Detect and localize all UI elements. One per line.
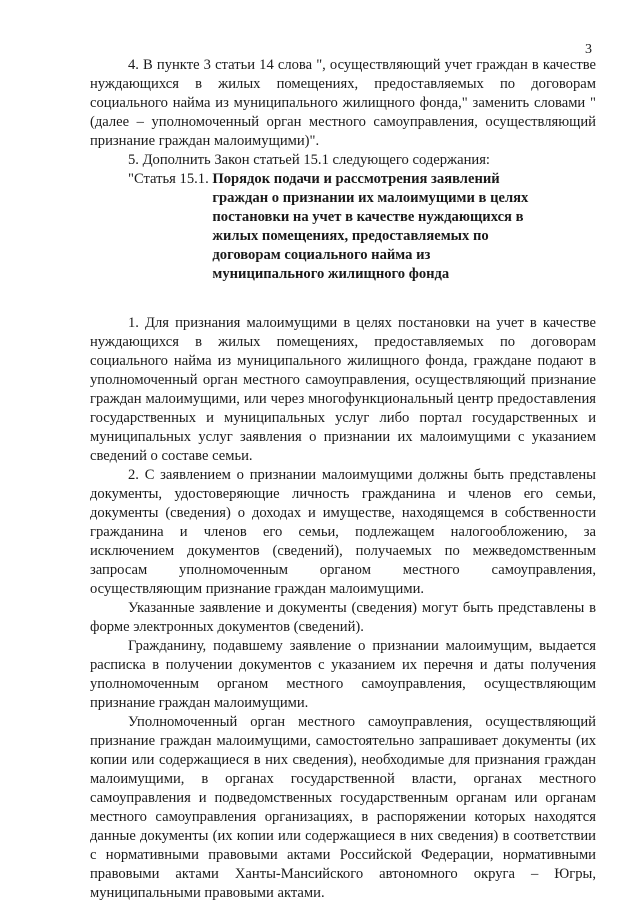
paragraph-receipt: Гражданину, подавшему заявление о признании малоимущим, выдается расписка в получении документов с указанием их перечня и даты получения уполномоченным органом местного самоуправления, осуществляющим признание граждан малоимущими. [90,638,596,711]
page-number: 3 [585,42,592,57]
article-label: "Статья 15.1. [128,171,213,187]
article-heading [90,170,596,284]
article-title: Порядок подачи и рассмотрения заявлений граждан о признании их малоимущими в целях постановки на учет в качестве нуждающихся в жилых помещениях, предоставляемых по договорам социального найма из муниципального жилищного фонда [212,171,529,282]
paragraph-requests: Уполномоченный орган местного самоуправления, осуществляющий признание граждан малоимущими, самостоятельно запрашивает документы (их копии или содержащиеся в них сведения), необходимые для признания граждан малоимущими, в органах государственной власти, органах местного самоуправления и подведомственных государственным органам или органам местного самоуправления организациях, в распоряжении которых находятся данные документы (их копии или содержащиеся в них сведения) в соответствии с нормативными правовыми актами Российской Федерации, нормативными правовыми актами Ханты-Мансийского автономного округа – Югры, муниципальными правовыми актами. [90,714,596,901]
paragraph-item-5: 5. Дополнить Закон статьей 15.1 следующего содержания: [128,152,490,168]
paragraph-item-4: 4. В пункте 3 статьи 14 слова ", осуществляющий учет граждан в качестве нуждающихся в жилых помещениях, предоставляемых по договорам социального найма из муниципального жилищного фонда," заменить словами "(далее – уполномоченный орган местного самоуправления, осуществляющий признание граждан малоимущими)". [90,57,596,149]
paragraph-clause-1: 1. Для признания малоимущими в целях постановки на учет в качестве нуждающихся в жилых помещениях, предоставляемых по договорам социального найма из муниципального жилищного фонда, граждане подают в уполномоченный орган местного самоуправления, осуществляющий признание граждан малоимущими, или через многофункциональный центр предоставления государственных и муниципальных услуг либо портал государственных и муниципальных услуг заявления о признании их малоимущими с указанием сведений о составе семьи. [90,315,596,464]
paragraph-clause-2: 2. С заявлением о признании малоимущими должны быть представлены документы, удостоверяющие личность гражданина и членов его семьи, документы (сведения) о доходах и имуществе, находящемся в собственности гражданина и членов его семьи, подлежащем налогообложению, за исключением документов (сведений), получаемых по межведомственным запросам уполномоченным органом местного самоуправления, осуществляющим признание граждан малоимущими. [90,467,596,597]
paragraph-electronic-docs: Указанные заявление и документы (сведения) могут быть представлены в форме электронных документов (сведений). [90,600,596,635]
spacer [90,284,596,314]
document-body [90,56,596,903]
